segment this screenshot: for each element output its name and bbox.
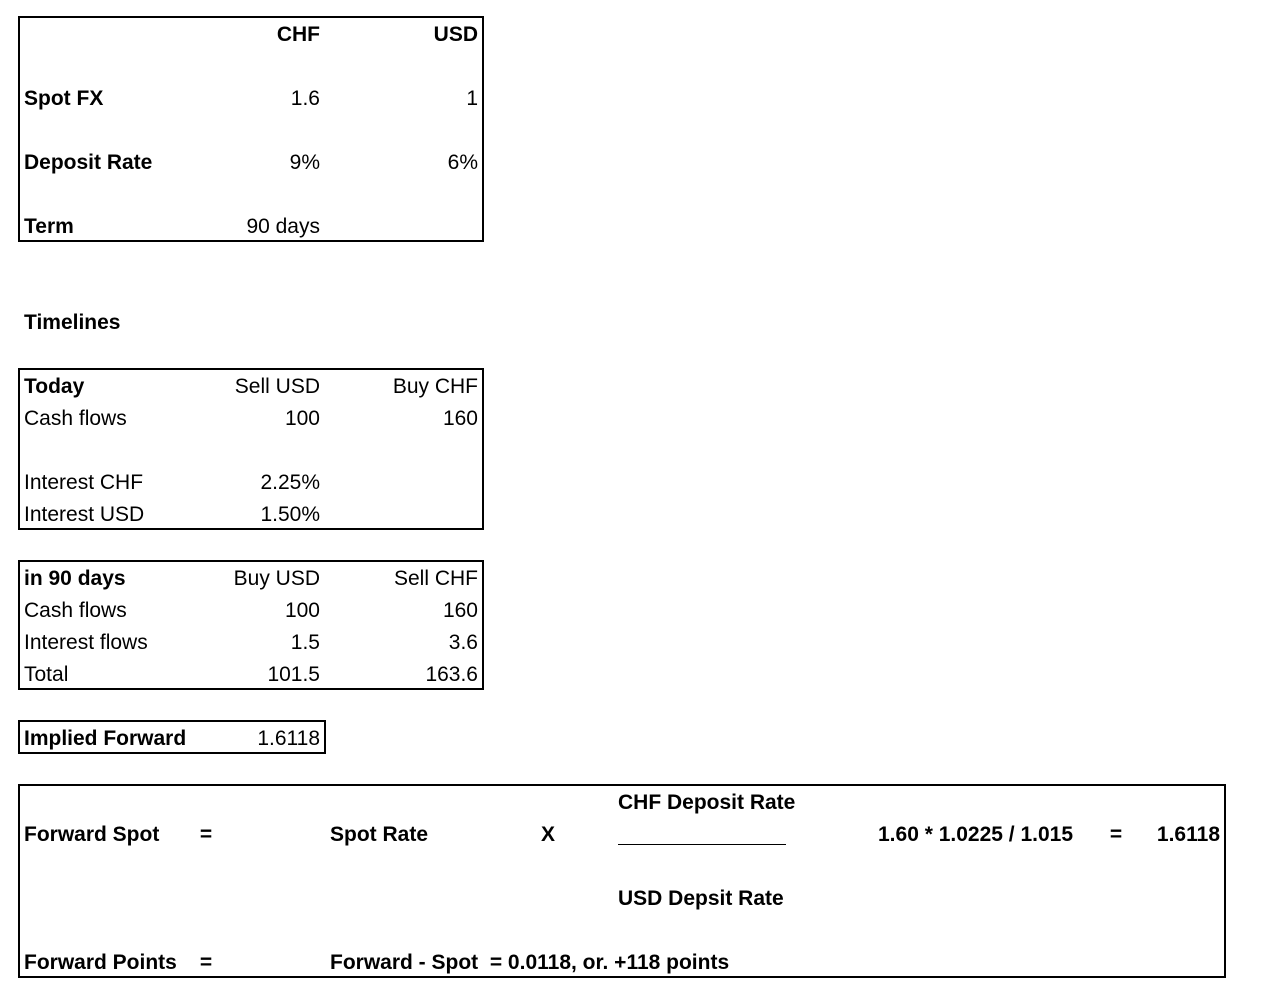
forward-points-label: Forward Points — [24, 951, 177, 974]
ninety-interest-label: Interest flows — [24, 631, 148, 654]
deposit-rate-usd: 6% — [447, 151, 478, 174]
numerator-chf-deposit-rate: CHF Deposit Rate — [618, 791, 796, 814]
spot-fx-usd: 1 — [466, 87, 478, 110]
today-col-sell-usd: Sell USD — [234, 375, 320, 398]
forward-spot-label: Forward Spot — [24, 823, 160, 846]
fraction-line — [618, 844, 786, 845]
header-chf: CHF — [276, 23, 320, 46]
ninety-total-chf: 163.6 — [425, 663, 478, 686]
forward-points-formula: Forward - Spot = 0.0118, or. +118 points — [330, 951, 730, 974]
deposit-rate-chf: 9% — [289, 151, 320, 174]
today-cash-usd: 100 — [284, 407, 320, 430]
ninety-total-label: Total — [24, 663, 69, 686]
spot-rate-term: Spot Rate — [330, 823, 429, 846]
ninety-cash-usd: 100 — [284, 599, 320, 622]
ninety-interest-usd: 1.5 — [290, 631, 320, 654]
spot-fx-chf: 1.6 — [290, 87, 320, 110]
ninety-interest-chf: 3.6 — [448, 631, 478, 654]
equals-sign-2: = — [1109, 823, 1123, 846]
header-usd: USD — [433, 23, 478, 46]
equals-sign-1: = — [199, 823, 213, 846]
implied-forward-value: 1.6118 — [257, 727, 320, 750]
deposit-rate-label: Deposit Rate — [24, 151, 153, 174]
equals-sign-3: = — [199, 951, 213, 974]
today-cash-label: Cash flows — [24, 407, 127, 430]
today-cash-chf: 160 — [442, 407, 478, 430]
formula-result: 1.6118 — [1156, 823, 1220, 846]
interest-chf-value: 2.25% — [260, 471, 320, 494]
calculation-expression: 1.60 * 1.0225 / 1.015 — [878, 823, 1073, 846]
parameters-table — [18, 16, 484, 242]
interest-chf-label: Interest CHF — [24, 471, 144, 494]
ninety-col-buy-usd: Buy USD — [233, 567, 320, 590]
interest-usd-label: Interest USD — [24, 503, 145, 526]
term-label: Term — [24, 215, 74, 238]
today-col-buy-chf: Buy CHF — [392, 375, 478, 398]
implied-forward-label: Implied Forward — [24, 727, 187, 750]
multiply-sign: X — [540, 823, 555, 846]
denominator-usd-deposit-rate: USD Depsit Rate — [618, 887, 784, 910]
ninety-total-usd: 101.5 — [267, 663, 320, 686]
ninety-col-sell-chf: Sell CHF — [393, 567, 478, 590]
timelines-heading: Timelines — [24, 311, 121, 334]
term-value: 90 days — [246, 215, 320, 238]
today-title: Today — [24, 375, 85, 398]
interest-usd-value: 1.50% — [260, 503, 320, 526]
ninety-title: in 90 days — [24, 567, 126, 590]
ninety-cash-chf: 160 — [442, 599, 478, 622]
ninety-cash-label: Cash flows — [24, 599, 127, 622]
spot-fx-label: Spot FX — [24, 87, 104, 110]
